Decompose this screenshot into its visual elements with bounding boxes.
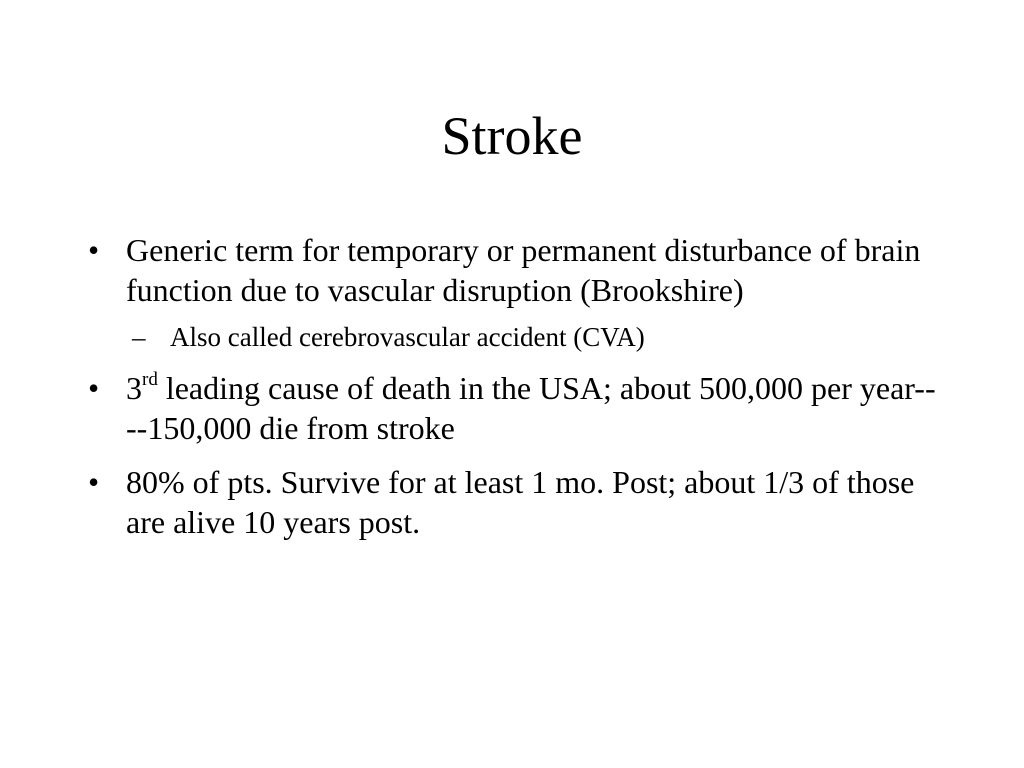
bullet-icon: • xyxy=(88,232,100,268)
bullet-icon: • xyxy=(88,464,100,500)
sub-bullet-item xyxy=(132,320,938,354)
bullet-text: Generic term for temporary or permanent disturbance of brain function due to vascular disruption (Brookshire) xyxy=(126,232,921,308)
bullet-item-survival xyxy=(88,462,938,542)
bullet-item-cause-of-death xyxy=(88,368,938,448)
sub-bullet-text: Also called cerebrovascular accident (CVA) xyxy=(170,322,645,352)
bullet-item-definition xyxy=(88,230,938,354)
ordinal-number: 3 xyxy=(126,370,142,406)
bullet-icon: • xyxy=(88,370,100,406)
bullet-text: 80% of pts. Survive for at least 1 mo. Post; about 1/3 of those are alive 10 years post. xyxy=(126,464,915,540)
ordinal-suffix: rd xyxy=(142,369,158,391)
bullet-list xyxy=(88,230,938,542)
bullet-text: leading cause of death in the USA; about 500,000 per year----150,000 die from stroke xyxy=(126,370,936,446)
slide-title: Stroke xyxy=(441,106,583,166)
dash-icon: – xyxy=(132,322,146,352)
sub-bullet-list xyxy=(132,320,938,354)
